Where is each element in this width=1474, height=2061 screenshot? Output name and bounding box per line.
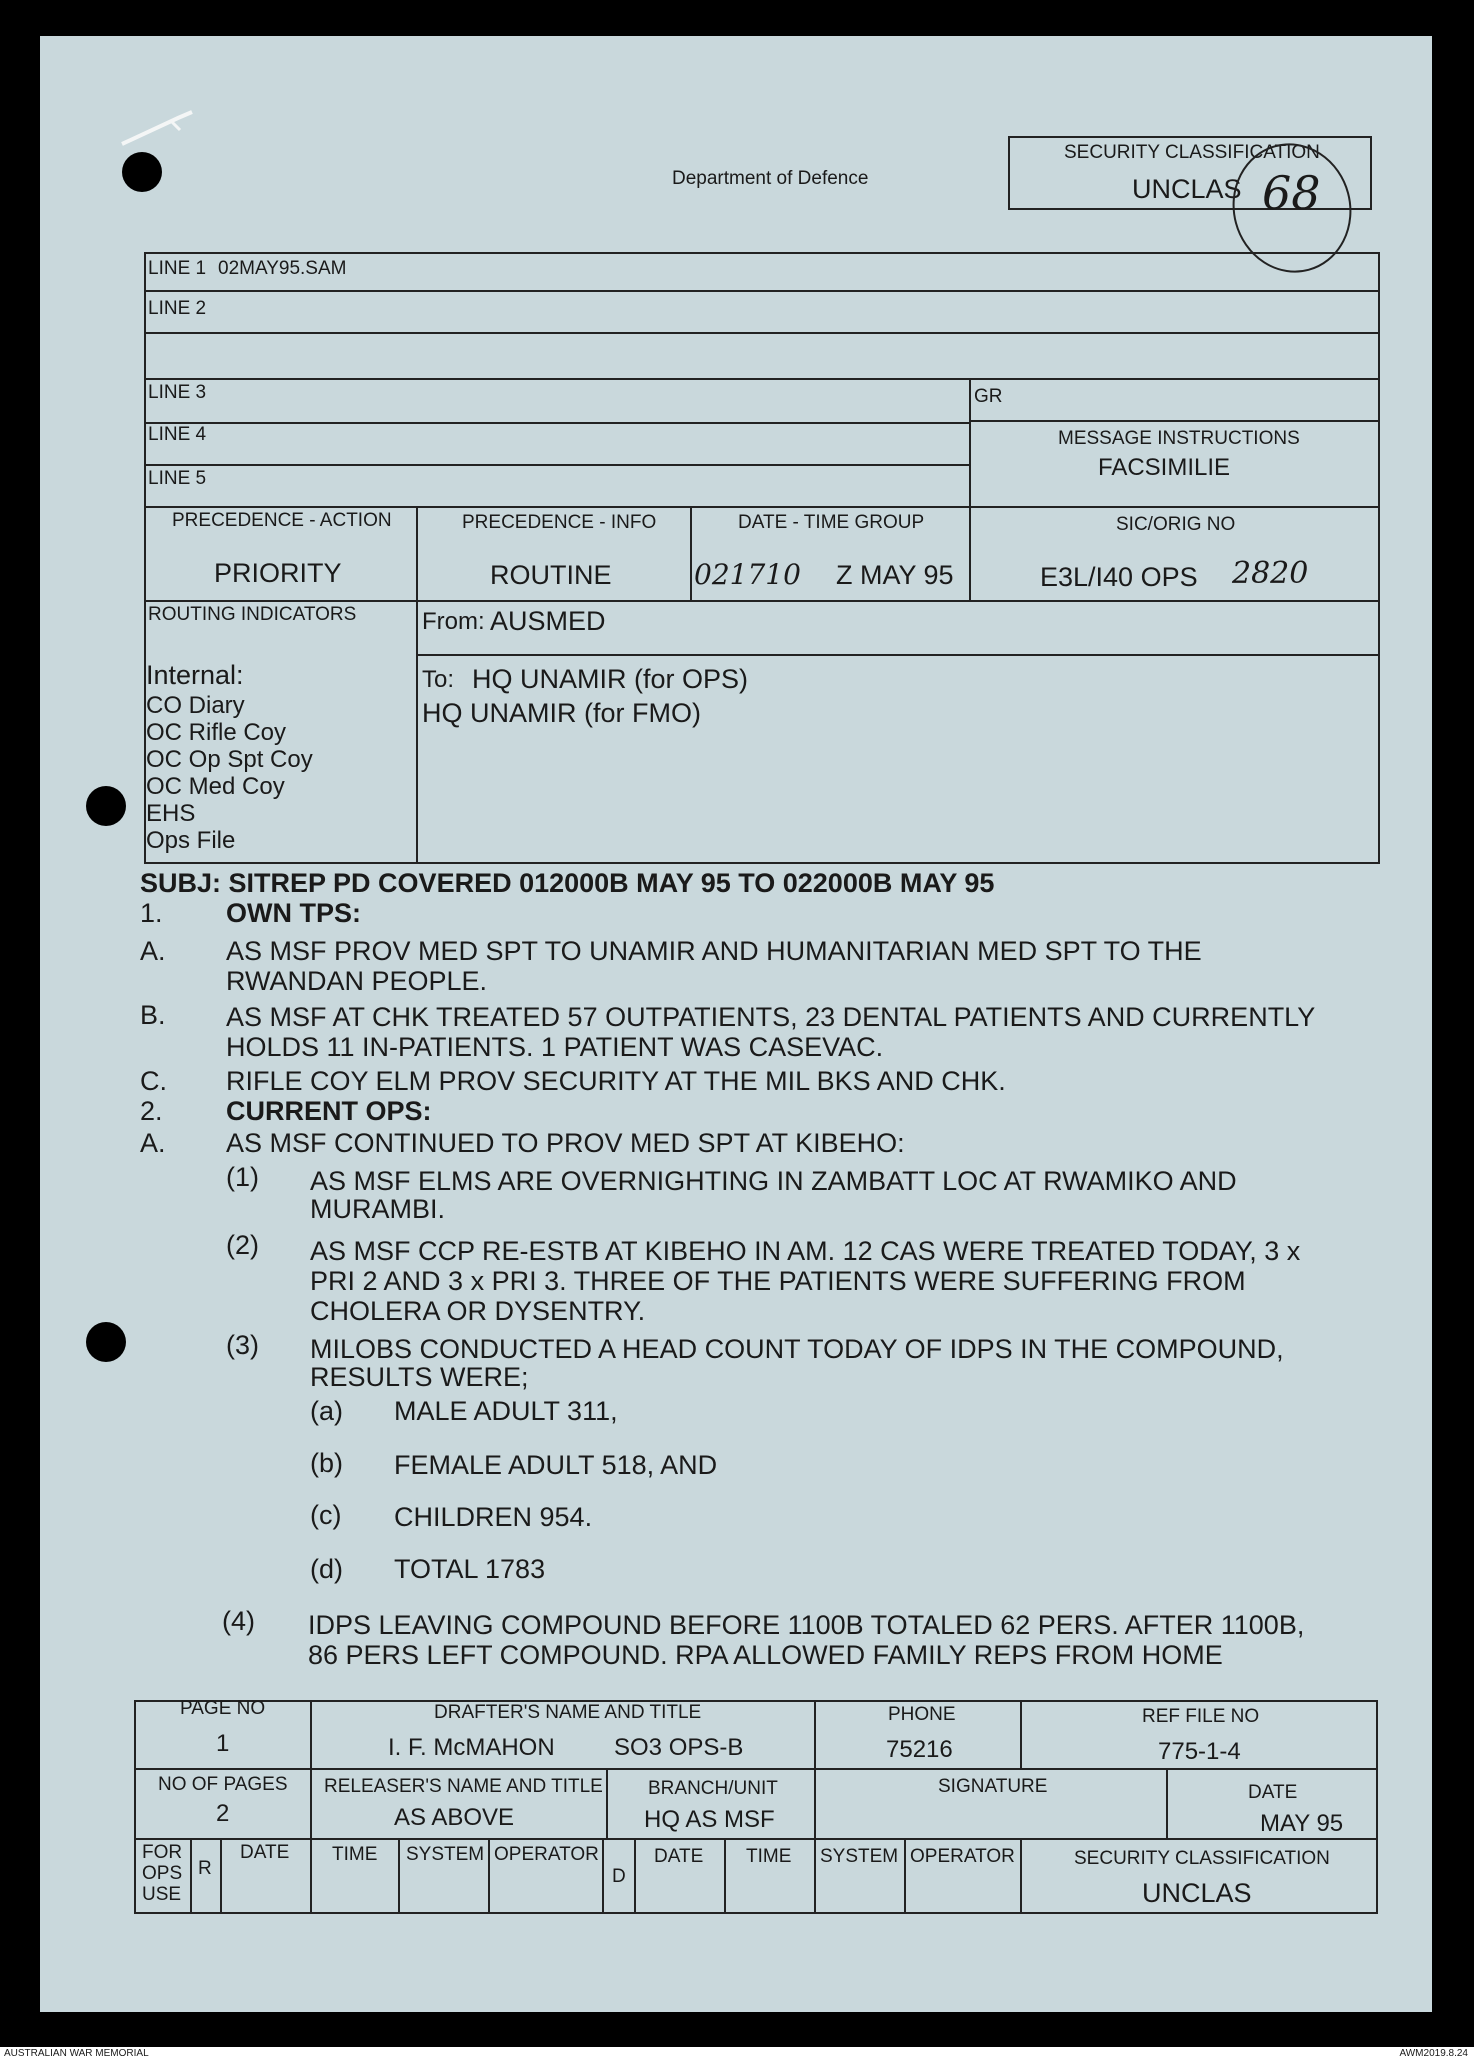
to-line-1: HQ UNAMIR (for OPS) xyxy=(472,664,749,694)
routing-table xyxy=(144,600,1380,864)
item-text: AS MSF CONTINUED TO PROV MED SPT AT KIBEHO: xyxy=(226,1128,905,1158)
sub-item-text: RESULTS WERE; xyxy=(310,1362,529,1392)
ops-date-label: DATE xyxy=(240,1842,290,1863)
bottom-security-label: SECURITY CLASSIFICATION xyxy=(1074,1848,1330,1869)
ops-system-label: SYSTEM xyxy=(820,1846,899,1867)
count-text: MALE ADULT 311, xyxy=(394,1396,618,1426)
internal-item: OC Rifle Coy xyxy=(146,719,287,746)
footer-left: AUSTRALIAN WAR MEMORIAL xyxy=(4,2048,149,2059)
internal-item: CO Diary xyxy=(146,692,245,719)
dtg-label: DATE - TIME GROUP xyxy=(738,512,925,533)
internal-item: Ops File xyxy=(146,827,236,854)
ops-date-label: DATE xyxy=(654,1846,704,1867)
line3-label: LINE 3 xyxy=(148,382,207,403)
item-text: HOLDS 11 IN-PATIENTS. 1 PATIENT WAS CASEVAC. xyxy=(226,1032,884,1062)
from-label: From: xyxy=(422,608,485,635)
internal-item: OC Op Spt Coy xyxy=(146,746,313,773)
sic-handwritten: 2820 xyxy=(1232,556,1309,591)
routing-indicators-label: ROUTING INDICATORS xyxy=(148,604,357,625)
sic-label: SIC/ORIG NO xyxy=(1116,514,1236,535)
item-text: CURRENT OPS: xyxy=(226,1096,432,1126)
item-number: 1. xyxy=(140,898,163,928)
no-of-pages-value: 2 xyxy=(216,1800,230,1827)
releaser-value: AS ABOVE xyxy=(394,1804,515,1831)
ops-time-label: TIME xyxy=(332,1844,378,1865)
line5-label: LINE 5 xyxy=(148,468,207,489)
sub-item-text: 86 PERS LEFT COMPOUND. RPA ALLOWED FAMILY REPS FROM HOME xyxy=(308,1640,1223,1670)
page-no-value: 1 xyxy=(216,1730,230,1757)
department-title: Department of Defence xyxy=(672,168,869,189)
signature-label: SIGNATURE xyxy=(938,1776,1048,1797)
item-number: B. xyxy=(140,1000,166,1030)
item-text: AS MSF PROV MED SPT TO UNAMIR AND HUMANITARIAN MED SPT TO THE xyxy=(226,936,1202,966)
ops-operator-label: OPERATOR xyxy=(494,1844,599,1865)
folio-number: 68 xyxy=(1262,166,1321,220)
dtg-value: Z MAY 95 xyxy=(836,560,954,590)
branch-unit-label: BRANCH/UNIT xyxy=(648,1778,778,1799)
message-instructions-label: MESSAGE INSTRUCTIONS xyxy=(1058,428,1300,449)
ops-time-label: TIME xyxy=(746,1846,792,1867)
line4-label: LINE 4 xyxy=(148,424,207,445)
to-label: To: xyxy=(422,666,455,693)
count-text: FEMALE ADULT 518, AND xyxy=(394,1450,718,1480)
drafter-title: SO3 OPS-B xyxy=(614,1734,744,1761)
archive-footer xyxy=(0,2047,1474,2061)
punch-hole-bottom xyxy=(86,1322,126,1362)
drafter-name: I. F. McMAHON xyxy=(388,1734,555,1761)
security-classification-value: UNCLAS xyxy=(1132,174,1242,204)
d-label: D xyxy=(612,1866,626,1887)
sub-item-number: (4) xyxy=(222,1606,255,1636)
sub-item-text: MURAMBI. xyxy=(310,1194,445,1224)
drafter-label: DRAFTER'S NAME AND TITLE xyxy=(434,1702,702,1723)
from-value: AUSMED xyxy=(490,606,606,636)
gr-label: GR xyxy=(974,386,1003,407)
item-number: A. xyxy=(140,936,166,966)
releaser-label: RELEASER'S NAME AND TITLE xyxy=(324,1776,603,1797)
precedence-action-value: PRIORITY xyxy=(214,558,342,588)
count-number: (b) xyxy=(310,1448,343,1478)
line1-value: 02MAY95.SAM xyxy=(218,258,347,279)
line1-label: LINE 1 xyxy=(148,258,207,279)
date-label: DATE xyxy=(1248,1782,1298,1803)
sub-item-number: (3) xyxy=(226,1330,259,1360)
phone-label: PHONE xyxy=(888,1704,956,1725)
internal-label: Internal: xyxy=(146,660,244,690)
punch-hole-top xyxy=(122,152,162,192)
item-number: C. xyxy=(140,1066,167,1096)
sub-item-text: AS MSF CCP RE-ESTB AT KIBEHO IN AM. 12 CAS WERE TREATED TODAY, 3 x xyxy=(310,1236,1301,1266)
sub-item-text: CHOLERA OR DYSENTRY. xyxy=(310,1296,646,1326)
footer-right: AWM2019.8.24 xyxy=(1399,2048,1468,2059)
to-line-2: HQ UNAMIR (for FMO) xyxy=(422,698,701,728)
ref-file-value: 775-1-4 xyxy=(1158,1738,1241,1765)
staple-mark-icon xyxy=(118,108,198,148)
phone-value: 75216 xyxy=(886,1736,953,1763)
item-text: OWN TPS: xyxy=(226,898,361,928)
sub-item-text: AS MSF ELMS ARE OVERNIGHTING IN ZAMBATT LOC AT RWAMIKO AND xyxy=(310,1166,1237,1196)
ops-operator-label: OPERATOR xyxy=(910,1846,1015,1867)
item-text: AS MSF AT CHK TREATED 57 OUTPATIENTS, 23 DENTAL PATIENTS AND CURRENTLY xyxy=(226,1002,1316,1032)
item-text: RIFLE COY ELM PROV SECURITY AT THE MIL BKS AND CHK. xyxy=(226,1066,1006,1096)
precedence-action-label: PRECEDENCE - ACTION xyxy=(172,510,392,531)
item-text: RWANDAN PEOPLE. xyxy=(226,966,488,996)
dtg-handwritten: 021710 xyxy=(694,558,801,591)
bottom-security-value: UNCLAS xyxy=(1142,1878,1252,1908)
line2-label: LINE 2 xyxy=(148,298,207,319)
subject-line: SUBJ: SITREP PD COVERED 012000B MAY 95 TO 022000B MAY 95 xyxy=(140,868,995,898)
count-number: (a) xyxy=(310,1396,343,1426)
internal-item: OC Med Coy xyxy=(146,773,285,800)
item-number: 2. xyxy=(140,1096,163,1126)
sub-item-number: (1) xyxy=(226,1162,259,1192)
date-value: MAY 95 xyxy=(1260,1810,1344,1837)
precedence-info-label: PRECEDENCE - INFO xyxy=(462,512,657,533)
punch-hole-middle xyxy=(86,786,126,826)
sub-item-text: PRI 2 AND 3 x PRI 3. THREE OF THE PATIENTS WERE SUFFERING FROM xyxy=(310,1266,1246,1296)
item-number: A. xyxy=(140,1128,166,1158)
count-text: CHILDREN 954. xyxy=(394,1502,593,1532)
count-number: (c) xyxy=(310,1500,342,1530)
security-classification-label: SECURITY CLASSIFICATION xyxy=(1064,142,1320,163)
sic-value: E3L/I40 OPS xyxy=(1040,562,1198,592)
page-no-label: PAGE NO xyxy=(180,1698,266,1719)
ref-file-label: REF FILE NO xyxy=(1142,1706,1260,1727)
precedence-info-value: ROUTINE xyxy=(490,560,612,590)
count-number: (d) xyxy=(310,1554,343,1584)
sub-item-text: MILOBS CONDUCTED A HEAD COUNT TODAY OF IDPS IN THE COMPOUND, xyxy=(310,1334,1284,1364)
sub-item-number: (2) xyxy=(226,1230,259,1260)
ops-system-label: SYSTEM xyxy=(406,1844,485,1865)
r-label: R xyxy=(198,1858,212,1879)
branch-unit-value: HQ AS MSF xyxy=(644,1806,775,1833)
internal-item: EHS xyxy=(146,800,196,827)
message-instructions-value: FACSIMILIE xyxy=(1098,454,1231,481)
count-text: TOTAL 1783 xyxy=(394,1554,546,1584)
sub-item-text: IDPS LEAVING COMPOUND BEFORE 1100B TOTALED 62 PERS. AFTER 1100B, xyxy=(308,1610,1305,1640)
for-ops-use-label: FOR OPS USE xyxy=(142,1842,183,1905)
no-of-pages-label: NO OF PAGES xyxy=(158,1774,288,1795)
